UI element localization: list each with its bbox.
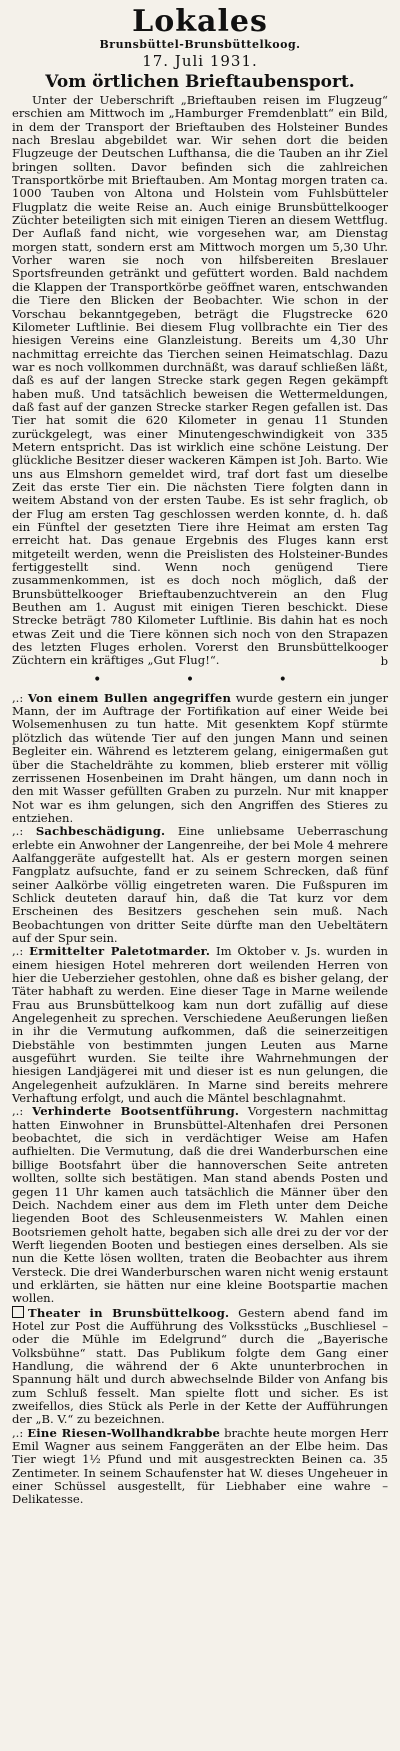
news-item-lead: Ermittelter Paletotmarder. (29, 944, 211, 959)
news-item-text: ,.: Sachbeschädigung. Eine unliebsame Ueberraschung erlebte ein Anwohner der Langenreihe, der bei Mole 4 mehrere Aalfanggeräte aufgestellt hat. Als er gestern morgen seinen Fangplatz aufsuchte, fand er zu seinem Schrecken, daß fünf seiner Aalkörbe völlig eingetreten waren. Die Fußspuren im Schlick deuteten darauf hin, daß die Tat kurz vor dem Erscheinen des Besitzers geschehen sein muß. Nach Beobachtungen von dritter Seite dürfte man den Uebeltätern auf der Spur sein. (12, 824, 388, 945)
news-item-text: ,.: Ermittelter Paletotmarder. Im Oktober v. Js. wurden in einem hiesigen Hotel mehreren dort weilenden Herren von hier die Ueberzieher gestohlen, ohne daß es bisher gelang, der Täter habhaft zu werden. Eine dieser Tage in Marne weilende Frau aus Brunsbüttelkoog kam nun dort zufällig auf diese Angelegenheit zu sprechen. Verschiedene Aeußerungen ließen in ihr die Vermutung aufkommen, daß die seinerzeitigen Diebstähle von bestimmten jungen Leuten aus Marne ausgeführt wurden. Sie teilte ihre Wahrnehmungen der hiesigen Landjägerei mit und dieser ist es nun gelungen, die Angelegenheit aufzuklären. In Marne sind bereits mehrere Verhaftung erfolgt, und auch die Mäntel beschlagnahmt. (12, 944, 389, 1106)
news-item-text: ,.: Verhinderte Bootsentführung. Vorgestern nachmittag hatten Einwohner in Brunsbüttel-Altenhafen drei Personen beobachtet, die sich in verdächtiger Weise am Hafen aufhielten. Die Vermutung, daß die drei Wanderburschen eine billige Bootsfahrt über die hannoverschen Seite antreten wollten, sollte sich bestätigen. Man stand abends Posten und gegen 11 Uhr kamen auch tatsächlich die Männer über den Deich. Nachdem einer aus dem im Fleth unter dem Deiche liegenden Boot des Schleusenmeisters W. Mahlen einen Bootsriemen geholt hatte, begaben sich alle drei zu der vor der Werft liegenden Booten und bestiegen eines derselben. Als sie nun die Kette lösen wollten, traten die Beobachter aus ihrem Versteck. Die drei Wanderburschen waren nicht wenig erstaunt und erklärten, sie hätten nur eine kleine Bootspartie machen wollen. (12, 1104, 389, 1306)
news-item-lead: Theater in Brunsbüttelkoog. (28, 1305, 230, 1320)
news-item (12, 692, 388, 825)
news-item-body: Im Oktober v. Js. wurden in einem hiesigen Hotel mehreren dort weilenden Herren von hier die Ueberzieher gestohlen, ohne daß es bisher gelang, der Täter habhaft zu werden. Eine dieser Tage in Marne weilende Frau aus Brunsbüttelkoog kam nun dort zufällig auf diese Angelegenheit zu sprechen. Verschiedene Aeußerungen ließen in ihr die Vermutung aufkommen, daß die seinerzeitigen Diebstähle von bestimmten jungen Leuten aus Marne ausgeführt wurden. Sie teilte ihre Wahrnehmungen der hiesigen Landjägerei mit und dieser ist es nun gelungen, die Angelegenheit aufzuklären. In Marne sind bereits mehrere Verhaftung erfolgt, und auch die Mäntel beschlagnahmt. (12, 944, 389, 1106)
news-item-body: Gestern abend fand im Hotel zur Post die Aufführung des Volksstücks „Buschliesel – oder die Mühle im Edelgrund“ durch die „Bayerische Volksbühne“ statt. Das Publikum folgte dem Gang einer Handlung, die während der 6 Akte ununterbrochen in Spannung hält und durch abwechselnde Bilder von Anfang bis zum Schluß fesselt. Man spielte flott und sicher. Es ist zweifellos, dies Stück als Perle in der Kette der Aufführungen der „B. V.“ zu bezeichnen. (12, 1305, 388, 1427)
article-title: Vom örtlichen Brieftaubensport. (45, 72, 355, 92)
news-item-lead: Von einem Bullen angegriffen (27, 690, 232, 705)
news-item-lead: Eine Riesen-Wollhandkrabbe (27, 1425, 221, 1440)
news-item-text: ,.: Eine Riesen-Wollhandkrabbe brachte heute morgen Herr Emil Wagner aus seinem Fanggeräten an der Elbe heim. Das Tier wiegt 1½ Pfund und mit ausgestreckten Beinen ca. 35 Zentimeter. In seinem Schaufenster hat W. dieses Ungeheuer in einer Schüssel ausgestellt, für Liebhaber eine wahre – Delikatesse. (12, 1425, 389, 1507)
news-item (12, 945, 388, 1105)
news-item (12, 1105, 388, 1305)
news-item-body: brachte heute morgen Herr Emil Wagner aus seinem Fanggeräten an der Elbe heim. Das Tier wiegt 1½ Pfund und mit ausgestreckten Beinen ca. 35 Zentimeter. In seinem Schaufenster hat W. dieses Ungeheuer in einer Schüssel ausgestellt, für Liebhaber eine wahre – Delikatesse. (12, 1425, 389, 1507)
news-item-body: Eine unliebsame Ueberraschung erlebte ein Anwohner der Langenreihe, der bei Mole 4 mehrere Aalfanggeräte aufgestellt hat. Als er gestern morgen seinen Fangplatz aufsuchte, fand er zu seinem Schrecken, daß fünf seiner Aalkörbe völlig eingetreten waren. Die Fußspuren im Schlick deuteten darauf hin, daß die Tat kurz vor dem Erscheinen des Besitzers geschehen sein muß. Nach Beobachtungen von dritter Seite dürfte man den Uebeltätern auf der Spur sein. (12, 824, 388, 945)
section-separator: • • • (93, 671, 327, 688)
square-marker-icon (12, 1306, 24, 1318)
issue-date: 17. Juli 1931. (142, 52, 258, 70)
news-item-text (12, 1306, 388, 1427)
news-item (12, 1427, 388, 1507)
news-item-lead: Verhinderte Bootsentführung. (32, 1104, 240, 1119)
news-item (12, 1306, 388, 1427)
article-body: Unter der Ueberschrift „Brieftauben reisen im Flugzeug“ erschien am Mittwoch im „Hamburger Fremdenblatt“ ein Bild, in dem der Transport der Brieftauben des Holsteiner Bundes nach Breslau abgebildet war. Wir sehen dort die beiden Flugzeuge der Deutschen Lufthansa, die die Tauben an ihr Ziel bringen sollten. Davor befinden sich die zahlreichen Transportkörbe mit Brieftauben. Am Montag morgen traten ca. 1000 Tauben von Altona und Holstein vom Fuhlsbütteler Flugplatz die weite Reise an. Auch einige Brunsbüttelkooger Züchter beteiligten sich mit einigen Tieren an diesem Wettflug. Der Auflaß fand nicht, wie vorgesehen war, am Dienstag morgen statt, sondern erst am Mittwoch morgen um 5,30 Uhr. Vorher waren sie noch von hilfsbereiten Breslauer Sportsfreunden getränkt und gefüttert worden. Bald nachdem die Klappen der Transportkörbe geöffnet waren, entschwanden die Tiere den Blicken der Beobachter. Wie schon in der Vorschau bekanntgegeben, beträgt die Flugstrecke 620 Kilometer Luftlinie. Bei diesem Flug vollbrachte ein Tier des hiesigen Vereins eine Glanzleistung. Bereits um 4,30 Uhr nachmittag erreichte das Tierchen seinen Heimatschlag. Dazu war es noch vollkommen durchnäßt, was darauf schließen läßt, daß es auf der langen Strecke stark gegen Regen gekämpft haben muß. Und tatsächlich beweisen die Wettermeldungen, daß fast auf der ganzen Strecke starker Regen gefallen ist. Das Tier hat somit die 620 Kilometer in genau 11 Stunden zurückgelegt, was einer Minutengeschwindigkeit von 335 Metern entspricht. Das ist wirklich eine schöne Leistung. Der glückliche Besitzer dieser wackeren Kämpen ist Joh. Barto. Wie uns aus Elmshorn gemeldet wird, traf dort fast um dieselbe Zeit das erste Tier ein. Die nächsten Tiere folgten dann in weitem Abstand von der ersten Taube. Es ist sehr fraglich, ob der Flug am ersten Tag geschlossen werden konnte, d. h. daß ein Fünftel der gesetzten Tiere ihre Heimat am ersten Tag erreicht hat. Das genaue Ergebnis des Fluges kann erst mitgeteilt werden, wenn die Preislisten des Holsteiner-Bundes fertiggestellt sind. Wenn noch genügend Tiere zusammenkommen, ist es doch noch möglich, daß der Brunsbüttelkooger Brieftaubenzuchtverein an den Flug Beuthen am 1. August mit einigen Tieren beschickt. Diese Strecke beträgt 780 Kilometer Luftlinie. Bis dahin hat es noch etwas Zeit und die Tiere können sich noch von den Strapazen des letzten Fluges erholen. Vorerst den Brunsbüttelkooger Züchtern ein kräftiges „Gut Flug!“. (12, 93, 388, 668)
news-item-lead: Sachbeschädigung. (35, 824, 166, 839)
masthead (12, 6, 388, 70)
section-subtitle: Brunsbüttel-Brunsbüttelkoog. (99, 38, 301, 51)
news-item-body: wurde gestern ein junger Mann, der im Auftrage der Fortifikation auf einer Weide bei Wolsemenhusen zu tun hatte. Mit gesenktem Kopf stürmte plötzlich das wütende Tier auf den jungen Mann und seinen Begleiter ein. Während es letzterem gelang, einigermaßen gut über die Stacheldrähte zu kommen, blieb ersterer mit völlig zerrissenen Hosenbeinen im Draht hängen, um dann noch in den mit Wasser gefüllten Graben zu purzeln. Nur mit knapper Not war es ihm gelungen, sich den Angriffen des Stieres zu entziehen. (12, 690, 388, 825)
news-item (12, 825, 388, 945)
section-title: Lokales (132, 4, 268, 39)
news-item-text: ,.: Von einem Bullen angegriffen wurde gestern ein junger Mann, der im Auftrage der Fortifikation auf einer Weide bei Wolsemenhusen zu tun hatte. Mit gesenktem Kopf stürmte plötzlich das wütende Tier auf den jungen Mann und seinen Begleiter ein. Während es letzterem gelang, einigermaßen gut über die Stacheldrähte zu kommen, blieb ersterer mit völlig zerrissenen Hosenbeinen im Draht hängen, um dann noch in den mit Wasser gefüllten Graben zu purzeln. Nur mit knapper Not war es ihm gelungen, sich den Angriffen des Stieres zu entziehen. (12, 690, 388, 825)
article-signoff: b (380, 653, 388, 668)
news-item-body: Vorgestern nachmittag hatten Einwohner in Brunsbüttel-Altenhafen drei Personen beobachtet, die sich in verdächtiger Weise am Hafen aufhielten. Die Vermutung, daß die drei Wanderburschen eine billige Bootsfahrt über die hannoverschen Seite antreten wollten, sollte sich bestätigen. Man stand abends Posten und gegen 11 Uhr kamen auch tatsächlich die Männer über den Deich. Nachdem einer aus dem im Fleth unter dem Deiche liegenden Boot des Schleusenmeisters W. Mahlen einen Bootsriemen geholt hatte, begaben sich alle drei zu der vor der Werft liegenden Booten und bestiegen eines derselben. Als sie nun die Kette lösen wollten, traten die Beobachter aus ihrem Versteck. Die drei Wanderburschen waren nicht wenig erstaunt und erklärten, sie hätten nur eine kleine Bootspartie machen wollen. (12, 1104, 389, 1306)
